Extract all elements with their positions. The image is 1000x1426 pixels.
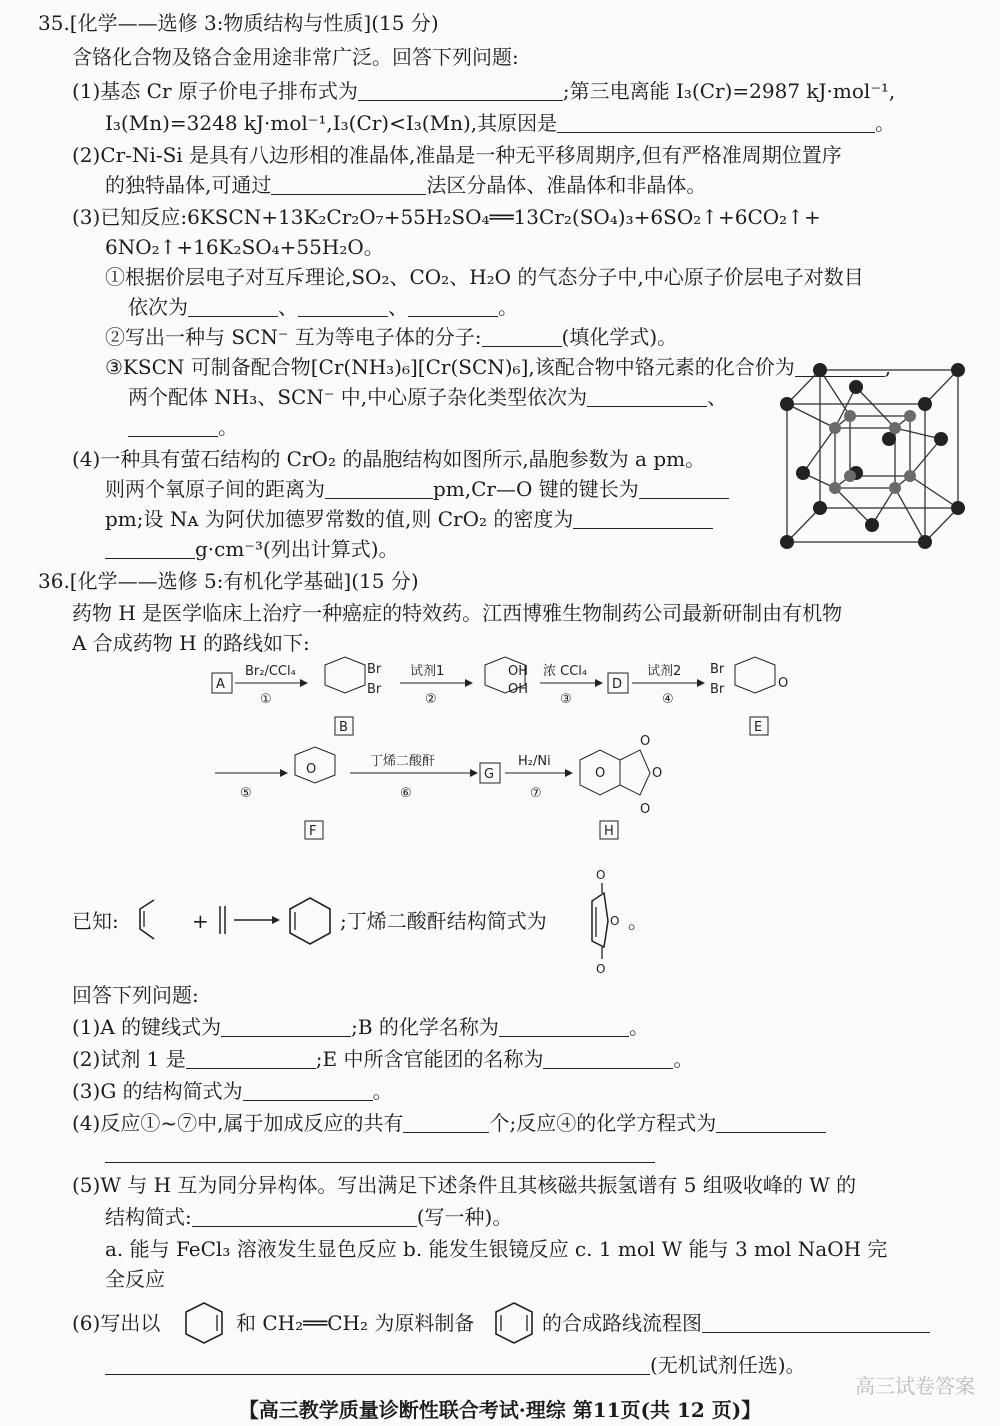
answer-blank[interactable] — [587, 386, 707, 407]
oxygen-label: O — [596, 962, 606, 976]
answer-blank[interactable] — [403, 1112, 489, 1133]
reagent-7-label: H₂/Ni — [518, 754, 551, 769]
cyclohexene-reactant-structure — [182, 1300, 226, 1346]
answer-blank[interactable] — [639, 478, 729, 499]
answer-blank[interactable] — [188, 296, 278, 317]
q36-sub5-line1: (5)W 与 H 互为同分异构体。写出满足下述条件且其核磁共振氢谱有 5 组吸收峰的 W 的 — [72, 1173, 857, 1197]
q36-sub5-line2: 结构简式: (写一种)。 — [105, 1205, 513, 1229]
q36-sub6-line2: (无机试剂任选)。 — [105, 1352, 806, 1378]
bromo-label: Br — [367, 682, 382, 697]
alkene-and-arrow — [214, 900, 284, 940]
q36-sub3: (3)G 的结构简式为 。 — [72, 1079, 393, 1103]
q35-header: 35.[化学——选修 3:物质结构与性质](15 分) — [38, 11, 439, 35]
cyclohexene-structure — [285, 895, 335, 947]
reagent-4-label: 试剂2 — [647, 664, 682, 679]
answer-blank[interactable] — [271, 174, 426, 195]
step-7-label: ⑦ — [530, 786, 542, 801]
step-3-label: ③ — [560, 692, 572, 707]
answer-blank[interactable] — [358, 80, 563, 101]
answer-blank[interactable] — [186, 1048, 316, 1069]
diene-structure — [132, 895, 182, 945]
q36-sub4-line1: (4)反应①~⑦中,属于加成反应的共有 个;反应④的化学方程式为 — [72, 1110, 826, 1136]
answer-blank[interactable] — [573, 508, 713, 529]
q36-intro-line1: 药物 H 是医学临床上治疗一种癌症的特效药。江西博雅生物制药公司最新研制由有机物 — [72, 601, 843, 625]
q36-sub2: (2)试剂 1 是 ;E 中所含官能团的名称为 。 — [72, 1047, 694, 1071]
step-1-label: ① — [260, 692, 272, 707]
answer-blank[interactable] — [325, 478, 433, 499]
q35-part3-sub1-line1: ①根据价层电子对互斥理论,SO₂、CO₂、H₂O 的气态分子中,中心原子价层电子对数目 — [105, 265, 864, 289]
q36-sub1: (1)A 的键线式为 ;B 的化学名称为 。 — [72, 1015, 649, 1039]
q35-part1-line1: (1)基态 Cr 原子价电子排布式为 ;第三电离能 I₃(Cr)=2987 kJ·mol⁻¹, — [72, 79, 896, 103]
hydroxyl-label: OH — [508, 682, 529, 697]
q36-header: 36.[化学——选修 5:有机化学基础](15 分) — [38, 569, 419, 593]
q36-known-mid: ;丁烯二酸酐结构简式为 — [340, 909, 547, 933]
answer-blank[interactable] — [221, 1016, 351, 1037]
page-footer: 【高三教学质量诊断性联合考试·理综 第11页(共 12 页)】 — [238, 1398, 762, 1422]
hydroxyl-label: OH — [508, 664, 529, 679]
known-plus: + — [192, 909, 209, 933]
q36-answer-intro: 回答下列问题: — [72, 983, 199, 1007]
answer-blank[interactable] — [499, 1016, 629, 1037]
step-6-label: ⑥ — [400, 786, 412, 801]
step-2-label: ② — [425, 692, 437, 707]
answer-blank[interactable] — [543, 1048, 673, 1069]
oxygen-label: O — [640, 734, 651, 749]
q36-sub6-line1-end: 的合成路线流程图 — [542, 1310, 930, 1336]
q36-sub6-line1-mid: 和 CH₂══CH₂ 为原料制备 — [236, 1311, 475, 1335]
oxygen-label: O — [596, 868, 606, 882]
q35-part2-line1: (2)Cr-Ni-Si 是具有八边形相的准晶体,准晶是一种无平移周期序,但有严格准周期位置序 — [72, 143, 842, 167]
compound-g-label: G — [484, 767, 495, 782]
answer-blank[interactable] — [192, 1206, 417, 1227]
q36-sub6-line1: (6)写出以 — [72, 1311, 161, 1335]
reagent-1-label: Br₂/CCl₄ — [245, 664, 296, 679]
q35-intro: 含铬化合物及铬合金用途非常广泛。回答下列问题: — [72, 45, 519, 69]
answer-blank[interactable] — [482, 326, 562, 347]
answer-blank[interactable] — [298, 296, 388, 317]
q36-known-prefix: 已知: — [72, 909, 119, 933]
q35-part3-sub3-line1: ③KSCN 可制备配合物[Cr(NH₃)₆][Cr(SCN)₆],该配合物中铬元素的化合价为 , — [105, 355, 892, 379]
maleic-anhydride-structure — [578, 865, 628, 977]
answer-blank[interactable] — [408, 296, 498, 317]
q36-sub5-conditions: a. 能与 FeCl₃ 溶液发生显色反应 b. 能发生银镜反应 c. 1 mol W 能与 3 mol NaOH 完 — [105, 1237, 888, 1261]
q35-part3-sub2: ②写出一种与 SCN⁻ 互为等电子体的分子: (填化学式)。 — [105, 325, 678, 349]
oxygen-label: O — [652, 766, 663, 781]
oxygen-label: O — [778, 676, 789, 691]
bromo-label: Br — [710, 682, 725, 697]
answer-blank[interactable] — [557, 112, 875, 133]
watermark: 高三试卷答案 — [855, 1374, 975, 1398]
compound-d-label: D — [612, 677, 623, 692]
q35-part3-sub1-line2: 依次为 、 、 。 — [128, 295, 518, 319]
q35-part3-sub3-line2: 两个配体 NH₃、SCN⁻ 中,中心原子杂化类型依次为 、 — [128, 385, 728, 409]
answer-blank[interactable] — [702, 1312, 930, 1333]
q36-sub4-line2 — [105, 1140, 655, 1166]
bromo-label: Br — [367, 662, 382, 677]
q35-part3-sub3-line3: 。 — [128, 414, 238, 440]
oxygen-label: O — [610, 914, 620, 928]
q36-known-end: 。 — [628, 909, 648, 933]
bromo-label: Br — [710, 662, 725, 677]
q35-part1-line2: I₃(Mn)=3248 kJ·mol⁻¹,I₃(Cr)<I₃(Mn),其原因是 。 — [105, 111, 896, 135]
oxygen-label: O — [595, 766, 606, 781]
reagent-2-label: 试剂1 — [410, 664, 445, 679]
q35-part4-line3: pm;设 Nᴀ 为阿伏加德罗常数的值,则 CrO₂ 的密度为 — [105, 506, 713, 532]
answer-blank[interactable] — [128, 416, 218, 437]
reagent-6-label: 丁烯二酸酐 — [370, 754, 436, 769]
reagent-3-label: 浓 CCl₄ — [543, 664, 588, 679]
oxygen-label: O — [640, 802, 651, 817]
answer-blank[interactable] — [716, 1112, 826, 1133]
target-product-structure — [492, 1300, 536, 1346]
crystal-cell-diagram — [775, 358, 970, 553]
answer-blank[interactable] — [243, 1080, 373, 1101]
q35-part3-line2: 6NO₂↑+16K₂SO₄+55H₂O。 — [105, 235, 384, 259]
q35-part4-line1: (4)一种具有萤石结构的 CrO₂ 的晶胞结构如图所示,晶胞参数为 a pm。 — [72, 447, 706, 471]
q35-part4-line4: g·cm⁻³(列出计算式)。 — [105, 536, 399, 562]
answer-blank[interactable] — [105, 1354, 650, 1375]
q36-intro-line2: A 合成药物 H 的路线如下: — [72, 631, 310, 655]
step-5-label: ⑤ — [240, 786, 252, 801]
q36-sub5-conditions-cont: 全反应 — [105, 1267, 165, 1291]
compound-b-label: B — [339, 720, 348, 735]
compound-e-label: E — [754, 720, 763, 735]
q35-part3-line1: (3)已知反应:6KSCN+13K₂Cr₂O₇+55H₂SO₄══13Cr₂(SO₄)₃+6SO₂↑+6CO₂↑+ — [72, 205, 821, 229]
compound-f-label: F — [309, 824, 317, 839]
synthesis-route-scheme — [200, 655, 800, 845]
answer-blank[interactable] — [105, 538, 195, 559]
compound-h-label: H — [604, 824, 614, 839]
q35-part2-line2: 的独特晶体,可通过 法区分晶体、准晶体和非晶体。 — [105, 173, 707, 197]
compound-a-label: A — [216, 677, 225, 692]
q35-part4-line2: 则两个氧原子间的距离为 pm,Cr—O 键的键长为 — [105, 476, 729, 502]
answer-blank[interactable] — [105, 1142, 655, 1163]
oxygen-label: O — [306, 762, 317, 777]
step-4-label: ④ — [662, 692, 674, 707]
